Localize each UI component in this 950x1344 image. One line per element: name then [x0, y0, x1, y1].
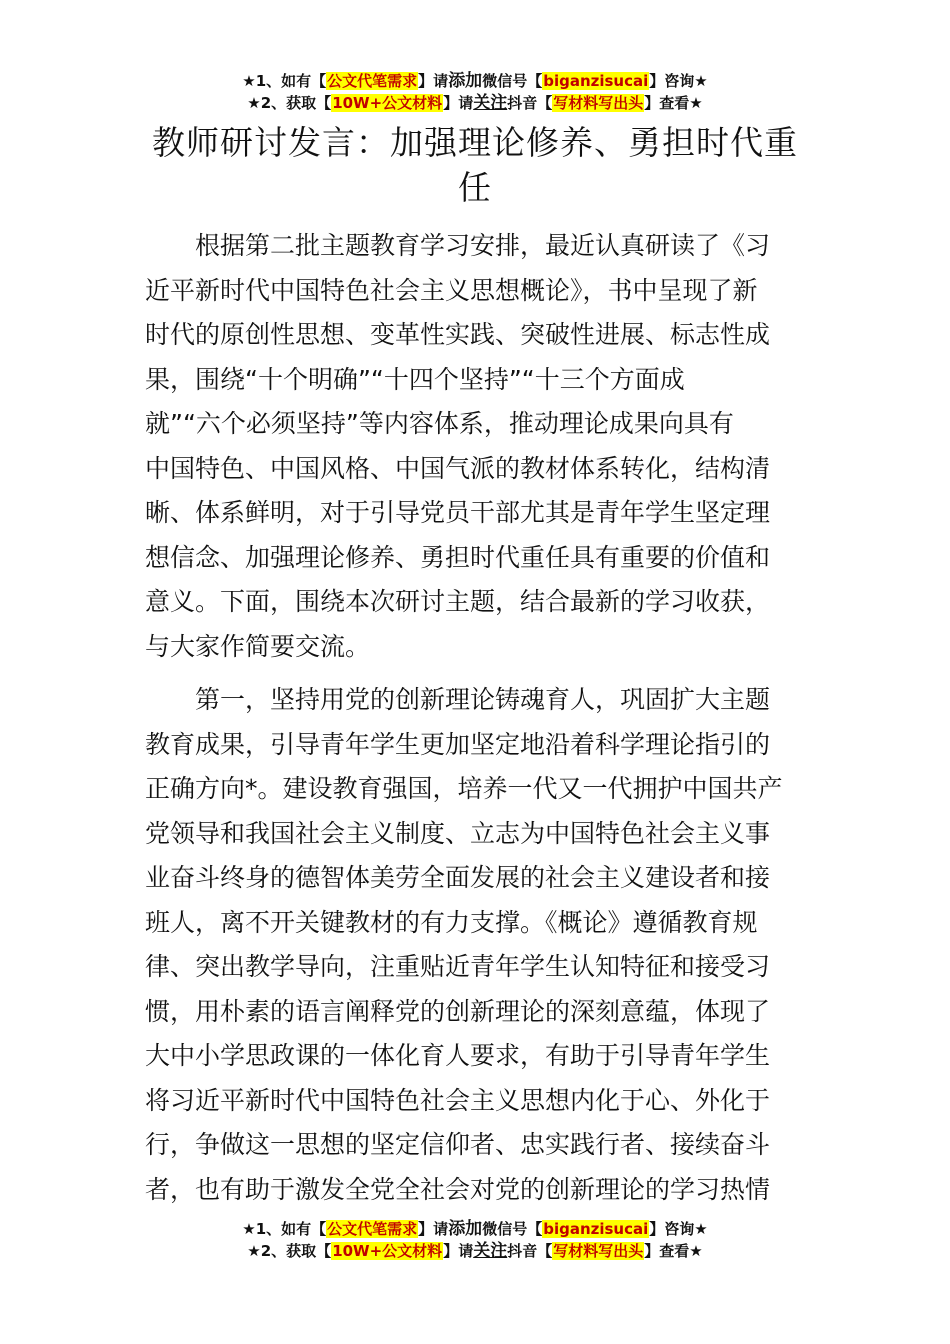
title-line: 任: [458, 168, 492, 207]
banner-text: ★2、获取【: [247, 1242, 332, 1260]
banner-wechat-id: biganzisucai: [543, 72, 649, 90]
paragraph-line: 近平新时代中国特色社会主义思想概论》，书中呈现了新: [145, 275, 758, 305]
paragraph-line: 中国特色、中国风格、中国气派的教材体系转化，结构清: [145, 453, 771, 483]
banner-text: ★2、获取【: [247, 94, 332, 112]
paragraph-line: 根据第二批主题教育学习安排，最近认真研读了《习: [145, 231, 771, 260]
banner-line-1: [0, 1218, 950, 1240]
banner-text: 】请: [443, 1242, 474, 1260]
banner-text: ★1、如有【: [242, 72, 327, 90]
banner-emphasis: 关注: [473, 93, 508, 113]
banner-text: 】请: [443, 94, 474, 112]
footer-banner: [0, 1218, 950, 1262]
banner-highlight: 公文代笔需求: [327, 72, 418, 90]
banner-text: 微信号【: [482, 72, 543, 90]
banner-text: 抖音【: [507, 1242, 553, 1260]
paragraph-line: 第一，坚持用党的创新理论铸魂育人，巩固扩大主题: [145, 685, 771, 714]
document-title: [145, 120, 805, 210]
paragraph-line: 果，围绕“十个明确”“十四个坚持”“十三个方面成: [145, 364, 685, 394]
banner-text: 】查看★: [644, 94, 703, 112]
banner-highlight: 10W+公文材料: [332, 94, 443, 112]
banner-line-2: [0, 92, 950, 114]
banner-douyin-id: 写材料写出头: [553, 1242, 644, 1260]
paragraph-line: 行，争做这一思想的坚定信仰者、忠实践行者、接续奋斗: [145, 1130, 771, 1159]
banner-text: 】请: [418, 72, 449, 90]
banner-text: 抖音【: [507, 94, 553, 112]
banner-highlight: 公文代笔需求: [327, 1220, 418, 1238]
paragraph-line: 律、突出教学导向，注重贴近青年学生认知特征和接受习: [145, 952, 771, 981]
paragraph-line: 班人，离不开关键教材的有力支撑。《概论》遵循教育规: [145, 907, 758, 937]
banner-emphasis: 添加: [448, 1219, 483, 1239]
paragraph-line: 想信念、加强理论修养、勇担时代重任具有重要的价值和: [145, 542, 771, 572]
banner-text: 微信号【: [482, 1220, 543, 1238]
paragraph-line: 党领导和我国社会主义制度、立志为中国特色社会主义事: [145, 818, 771, 848]
header-banner: [0, 70, 950, 114]
paragraph-line: 晰、体系鲜明，对于引导党员干部尤其是青年学生坚定理: [145, 498, 771, 527]
banner-text: 】查看★: [644, 1242, 703, 1260]
paragraph-line: 正确方向*。建设教育强国，培养一代又一代拥护中国共产: [145, 774, 783, 803]
banner-line-2: [0, 1240, 950, 1262]
paragraph-line: 与大家作简要交流。: [145, 631, 371, 661]
paragraph-line: 惯，用朴素的语言阐释党的创新理论的深刻意蕴，体现了: [145, 996, 771, 1026]
paragraph-line: 业奋斗终身的德智体美劳全面发展的社会主义建设者和接: [145, 863, 771, 892]
banner-line-1: [0, 70, 950, 92]
banner-emphasis: 添加: [448, 71, 483, 91]
banner-text: 】咨询★: [649, 72, 708, 90]
banner-highlight: 10W+公文材料: [332, 1242, 443, 1260]
paragraph-line: 教育成果，引导青年学生更加坚定地沿着科学理论指引的: [145, 729, 771, 759]
paragraph-line: 将习近平新时代中国特色社会主义思想内化于心、外化于: [145, 1085, 771, 1115]
paragraph-line: 者，也有助于激发全党全社会对党的创新理论的学习热情: [145, 1174, 771, 1204]
paragraph-line: 意义。下面，围绕本次研讨主题，结合最新的学习收获，: [145, 587, 771, 616]
banner-text: 】请: [418, 1220, 449, 1238]
paragraph-line: 大中小学思政课的一体化育人要求，有助于引导青年学生: [145, 1041, 771, 1070]
banner-emphasis: 关注: [473, 1241, 508, 1261]
paragraph-line: 就”“六个必须坚持”等内容体系，推动理论成果向具有: [145, 409, 734, 438]
title-line: 教师研讨发言：加强理论修养、勇担时代重: [152, 123, 798, 162]
banner-douyin-id: 写材料写出头: [553, 94, 644, 112]
body-paragraph: [145, 224, 810, 669]
paragraph-line: 时代的原创性思想、变革性实践、突破性进展、标志性成: [145, 320, 771, 349]
banner-text: ★1、如有【: [242, 1220, 327, 1238]
banner-wechat-id: biganzisucai: [543, 1220, 649, 1238]
banner-text: 】咨询★: [649, 1220, 708, 1238]
body-paragraph: [145, 678, 810, 1212]
